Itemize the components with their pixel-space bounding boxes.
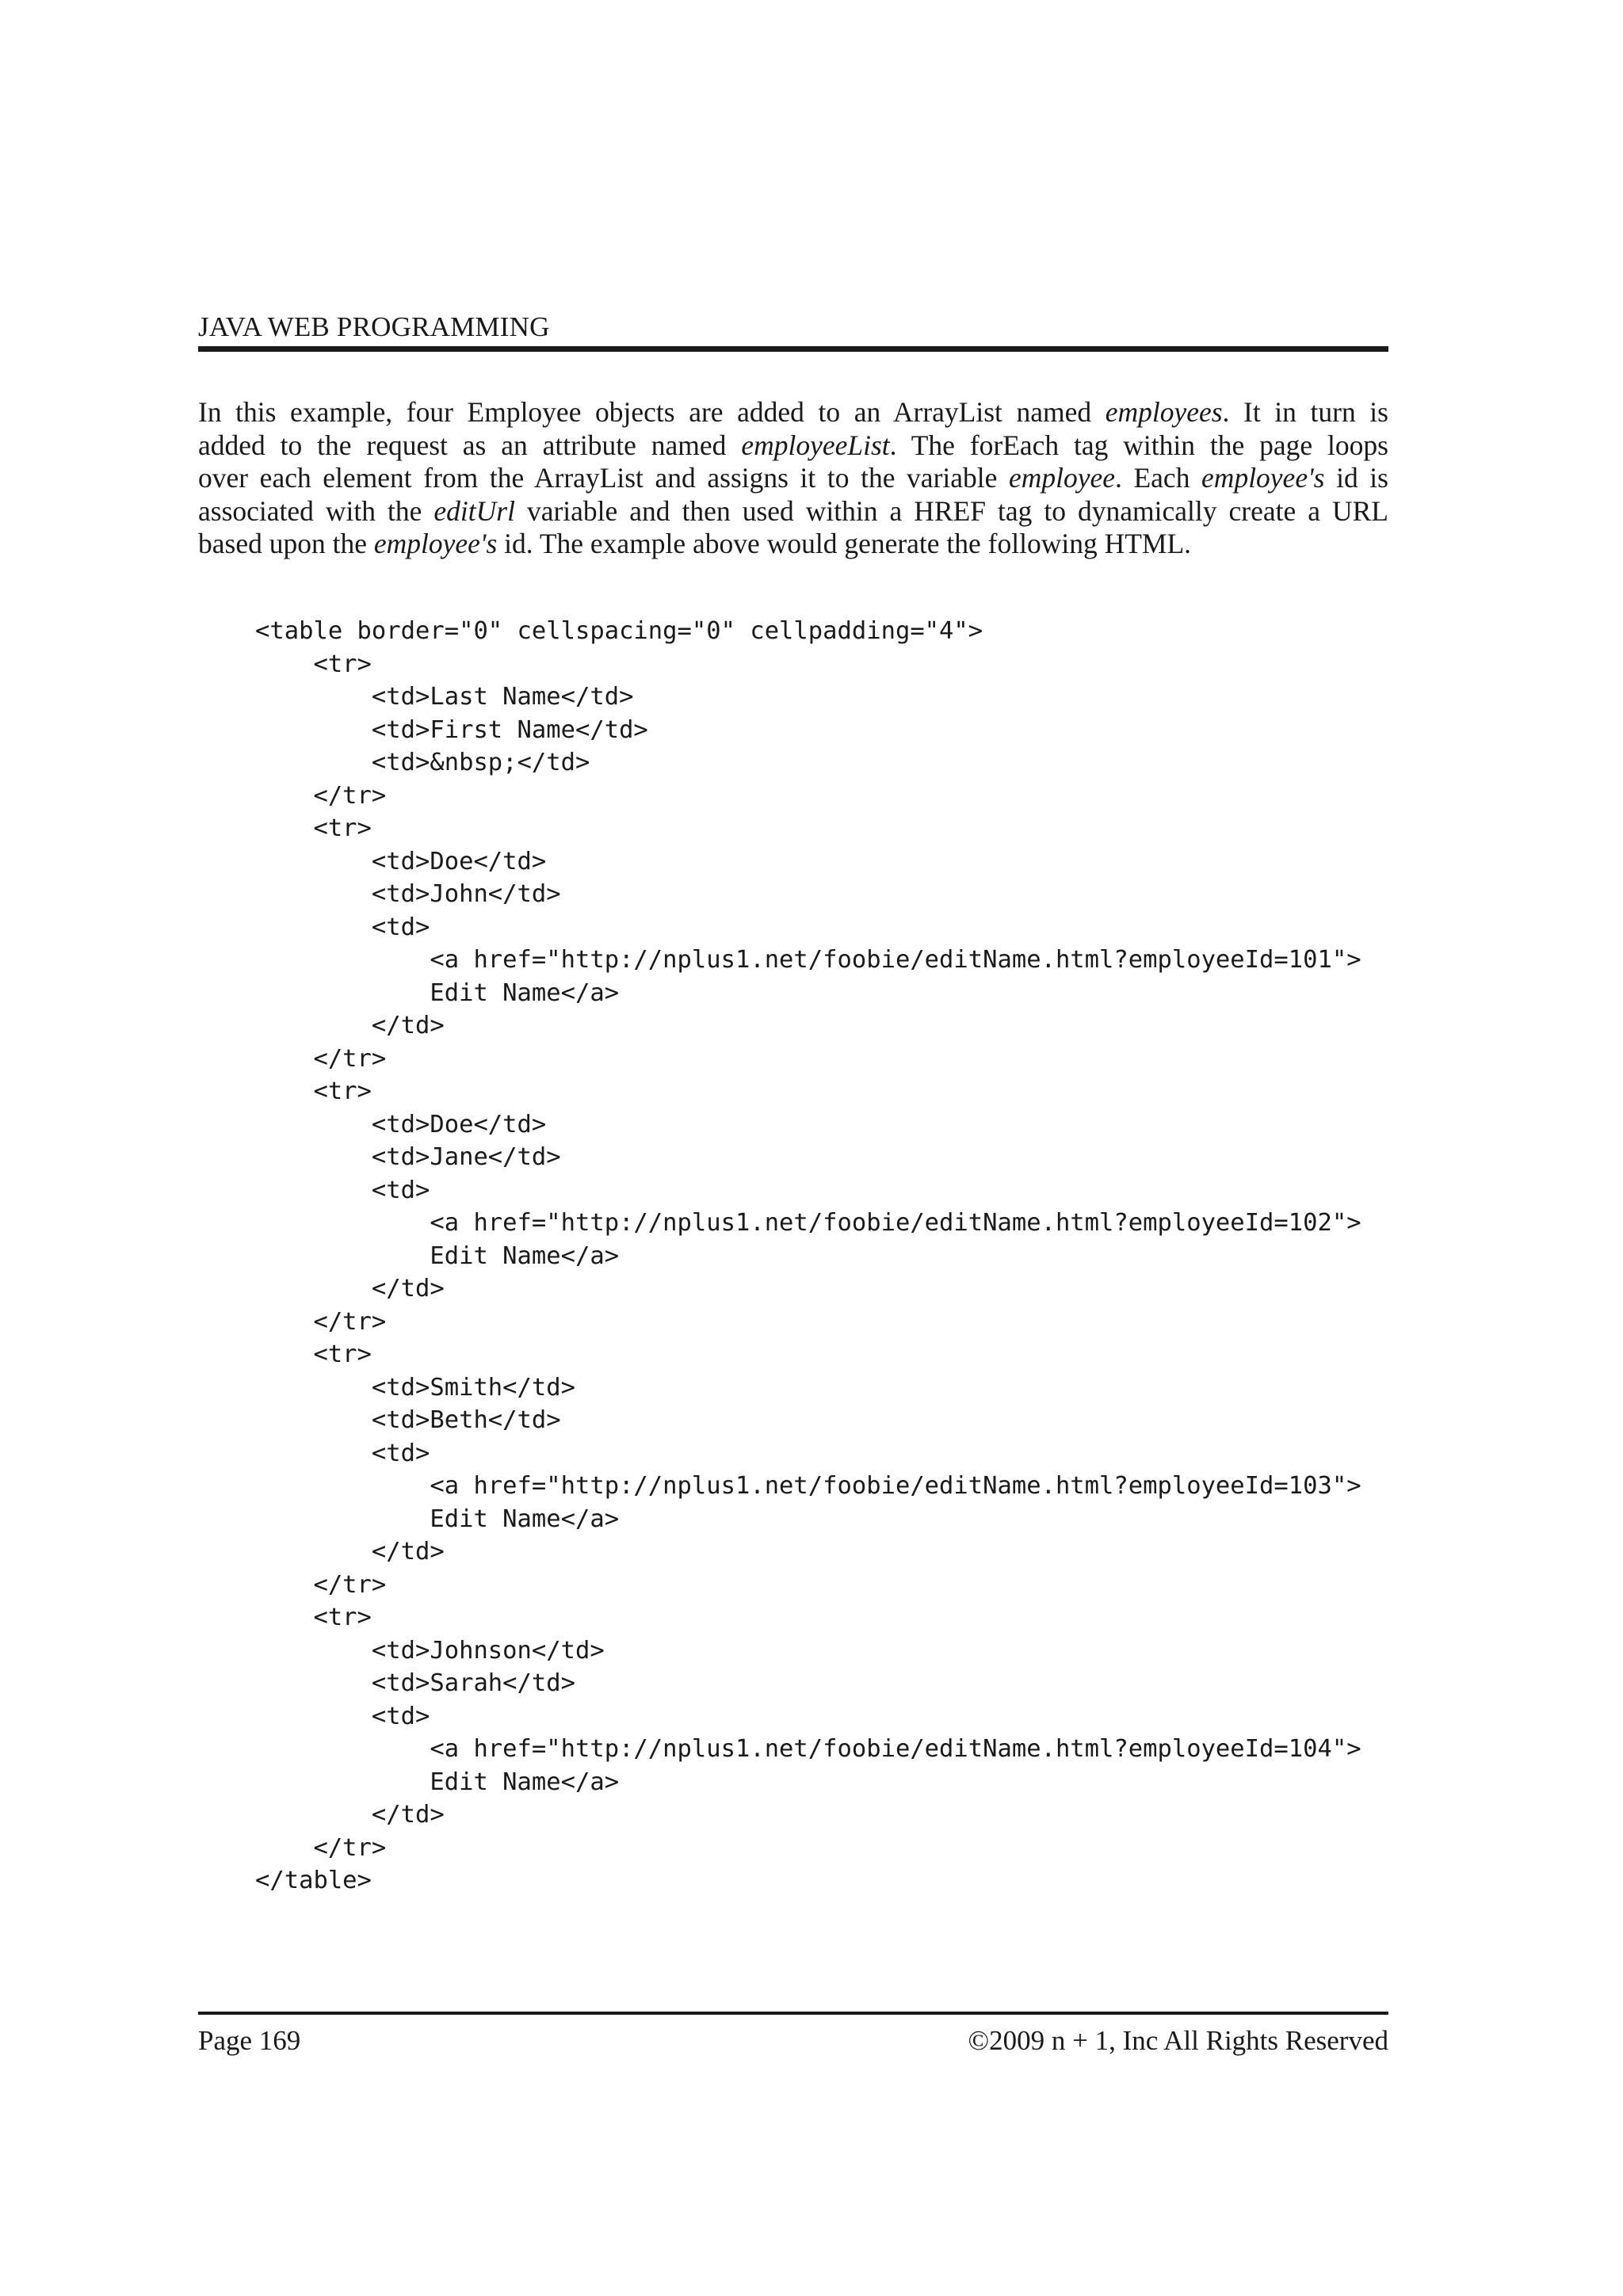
text-run: . Each [1115, 462, 1202, 494]
code-line: <a href="http://nplus1.net/foobie/editName.html?employeeId=104"> [255, 1735, 1361, 1763]
code-line: <td> [255, 1176, 430, 1204]
italic-term: employeeList [741, 429, 890, 461]
code-line: </tr> [255, 1570, 387, 1599]
code-line: </tr> [255, 781, 387, 810]
code-line: </tr> [255, 1833, 387, 1862]
code-line: Edit Name</a> [255, 1505, 620, 1533]
code-line: </td> [255, 1012, 445, 1039]
code-line: <td>Sarah</td> [255, 1669, 575, 1697]
text-run: id is [1324, 462, 1388, 494]
text-run: variable and then used within a HREF tag to dynamically create a URL [514, 494, 1388, 527]
code-line: <a href="http://nplus1.net/foobie/editName.html?employeeId=101"> [255, 946, 1361, 974]
text-run: over each element from the ArrayList and assigns it to the variable [198, 462, 1009, 494]
text-run: . It in turn is [1222, 396, 1388, 428]
code-line: <td>Doe</td> [255, 847, 547, 875]
italic-term: employee's [373, 528, 498, 559]
italic-term: editUrl [433, 494, 515, 527]
code-line: Edit Name</a> [255, 1241, 620, 1270]
header-rule [198, 346, 1388, 352]
running-header-title: JAVA WEB PROGRAMMING [198, 311, 550, 342]
paragraph-line [198, 528, 1388, 561]
italic-term: employee's [1201, 462, 1325, 494]
code-line: <td>Last Name</td> [255, 683, 634, 711]
code-line: <tr> [255, 814, 372, 842]
code-line: <td>Johnson</td> [255, 1636, 605, 1665]
code-line: <td>&nbsp;</td> [255, 749, 590, 776]
code-line: Edit Name</a> [255, 1768, 620, 1796]
code-listing [255, 615, 1361, 1897]
footer-rule [198, 2012, 1388, 2015]
document-page [198, 0, 1388, 2296]
code-line: Edit Name</a> [255, 978, 620, 1007]
code-line: <td>John</td> [255, 880, 561, 908]
text-run: based upon the [198, 528, 374, 559]
text-run: id. The example above would generate the following HTML. [497, 528, 1192, 559]
code-line: <td>Jane</td> [255, 1143, 561, 1171]
italic-term: employees [1105, 396, 1223, 428]
paragraph-line [198, 429, 1388, 463]
code-line: <td>First Name</td> [255, 715, 648, 744]
code-line: </td> [255, 1538, 445, 1566]
text-run: associated with the [198, 494, 434, 527]
code-line: <td>Doe</td> [255, 1110, 547, 1138]
code-line: <td> [255, 1702, 430, 1730]
code-line: <tr> [255, 1604, 372, 1631]
code-line: </td> [255, 1275, 445, 1302]
paragraph-line [198, 396, 1388, 429]
code-line: <td> [255, 1439, 430, 1467]
text-run: added to the request as an attribute named [198, 429, 742, 461]
code-line: <td>Beth</td> [255, 1406, 561, 1434]
text-run: . The forEach tag within the page loops [889, 429, 1388, 461]
italic-term: employee [1008, 462, 1116, 494]
code-line: </td> [255, 1801, 445, 1829]
paragraph-line [198, 462, 1388, 495]
body-paragraph [198, 396, 1388, 561]
code-line: <a href="http://nplus1.net/foobie/editName.html?employeeId=102"> [255, 1209, 1361, 1237]
page-number: Page 169 [198, 2025, 301, 2056]
code-line: </table> [255, 1867, 372, 1894]
code-line: <td>Smith</td> [255, 1373, 575, 1402]
code-line: </tr> [255, 1307, 387, 1336]
code-line: <a href="http://nplus1.net/foobie/editName.html?employeeId=103"> [255, 1472, 1361, 1500]
text-run: In this example, four Employee objects are added to an ArrayList named [198, 396, 1106, 428]
code-line: <table border="0" cellspacing="0" cellpadding="4"> [255, 617, 983, 645]
code-line: <tr> [255, 1341, 372, 1368]
copyright-notice: ©2009 n + 1, Inc All Rights Reserved [968, 2025, 1388, 2056]
paragraph-line [198, 495, 1388, 528]
code-line: </tr> [255, 1044, 387, 1073]
code-line: <tr> [255, 650, 372, 678]
code-line: <td> [255, 913, 430, 941]
code-line: <tr> [255, 1077, 372, 1105]
